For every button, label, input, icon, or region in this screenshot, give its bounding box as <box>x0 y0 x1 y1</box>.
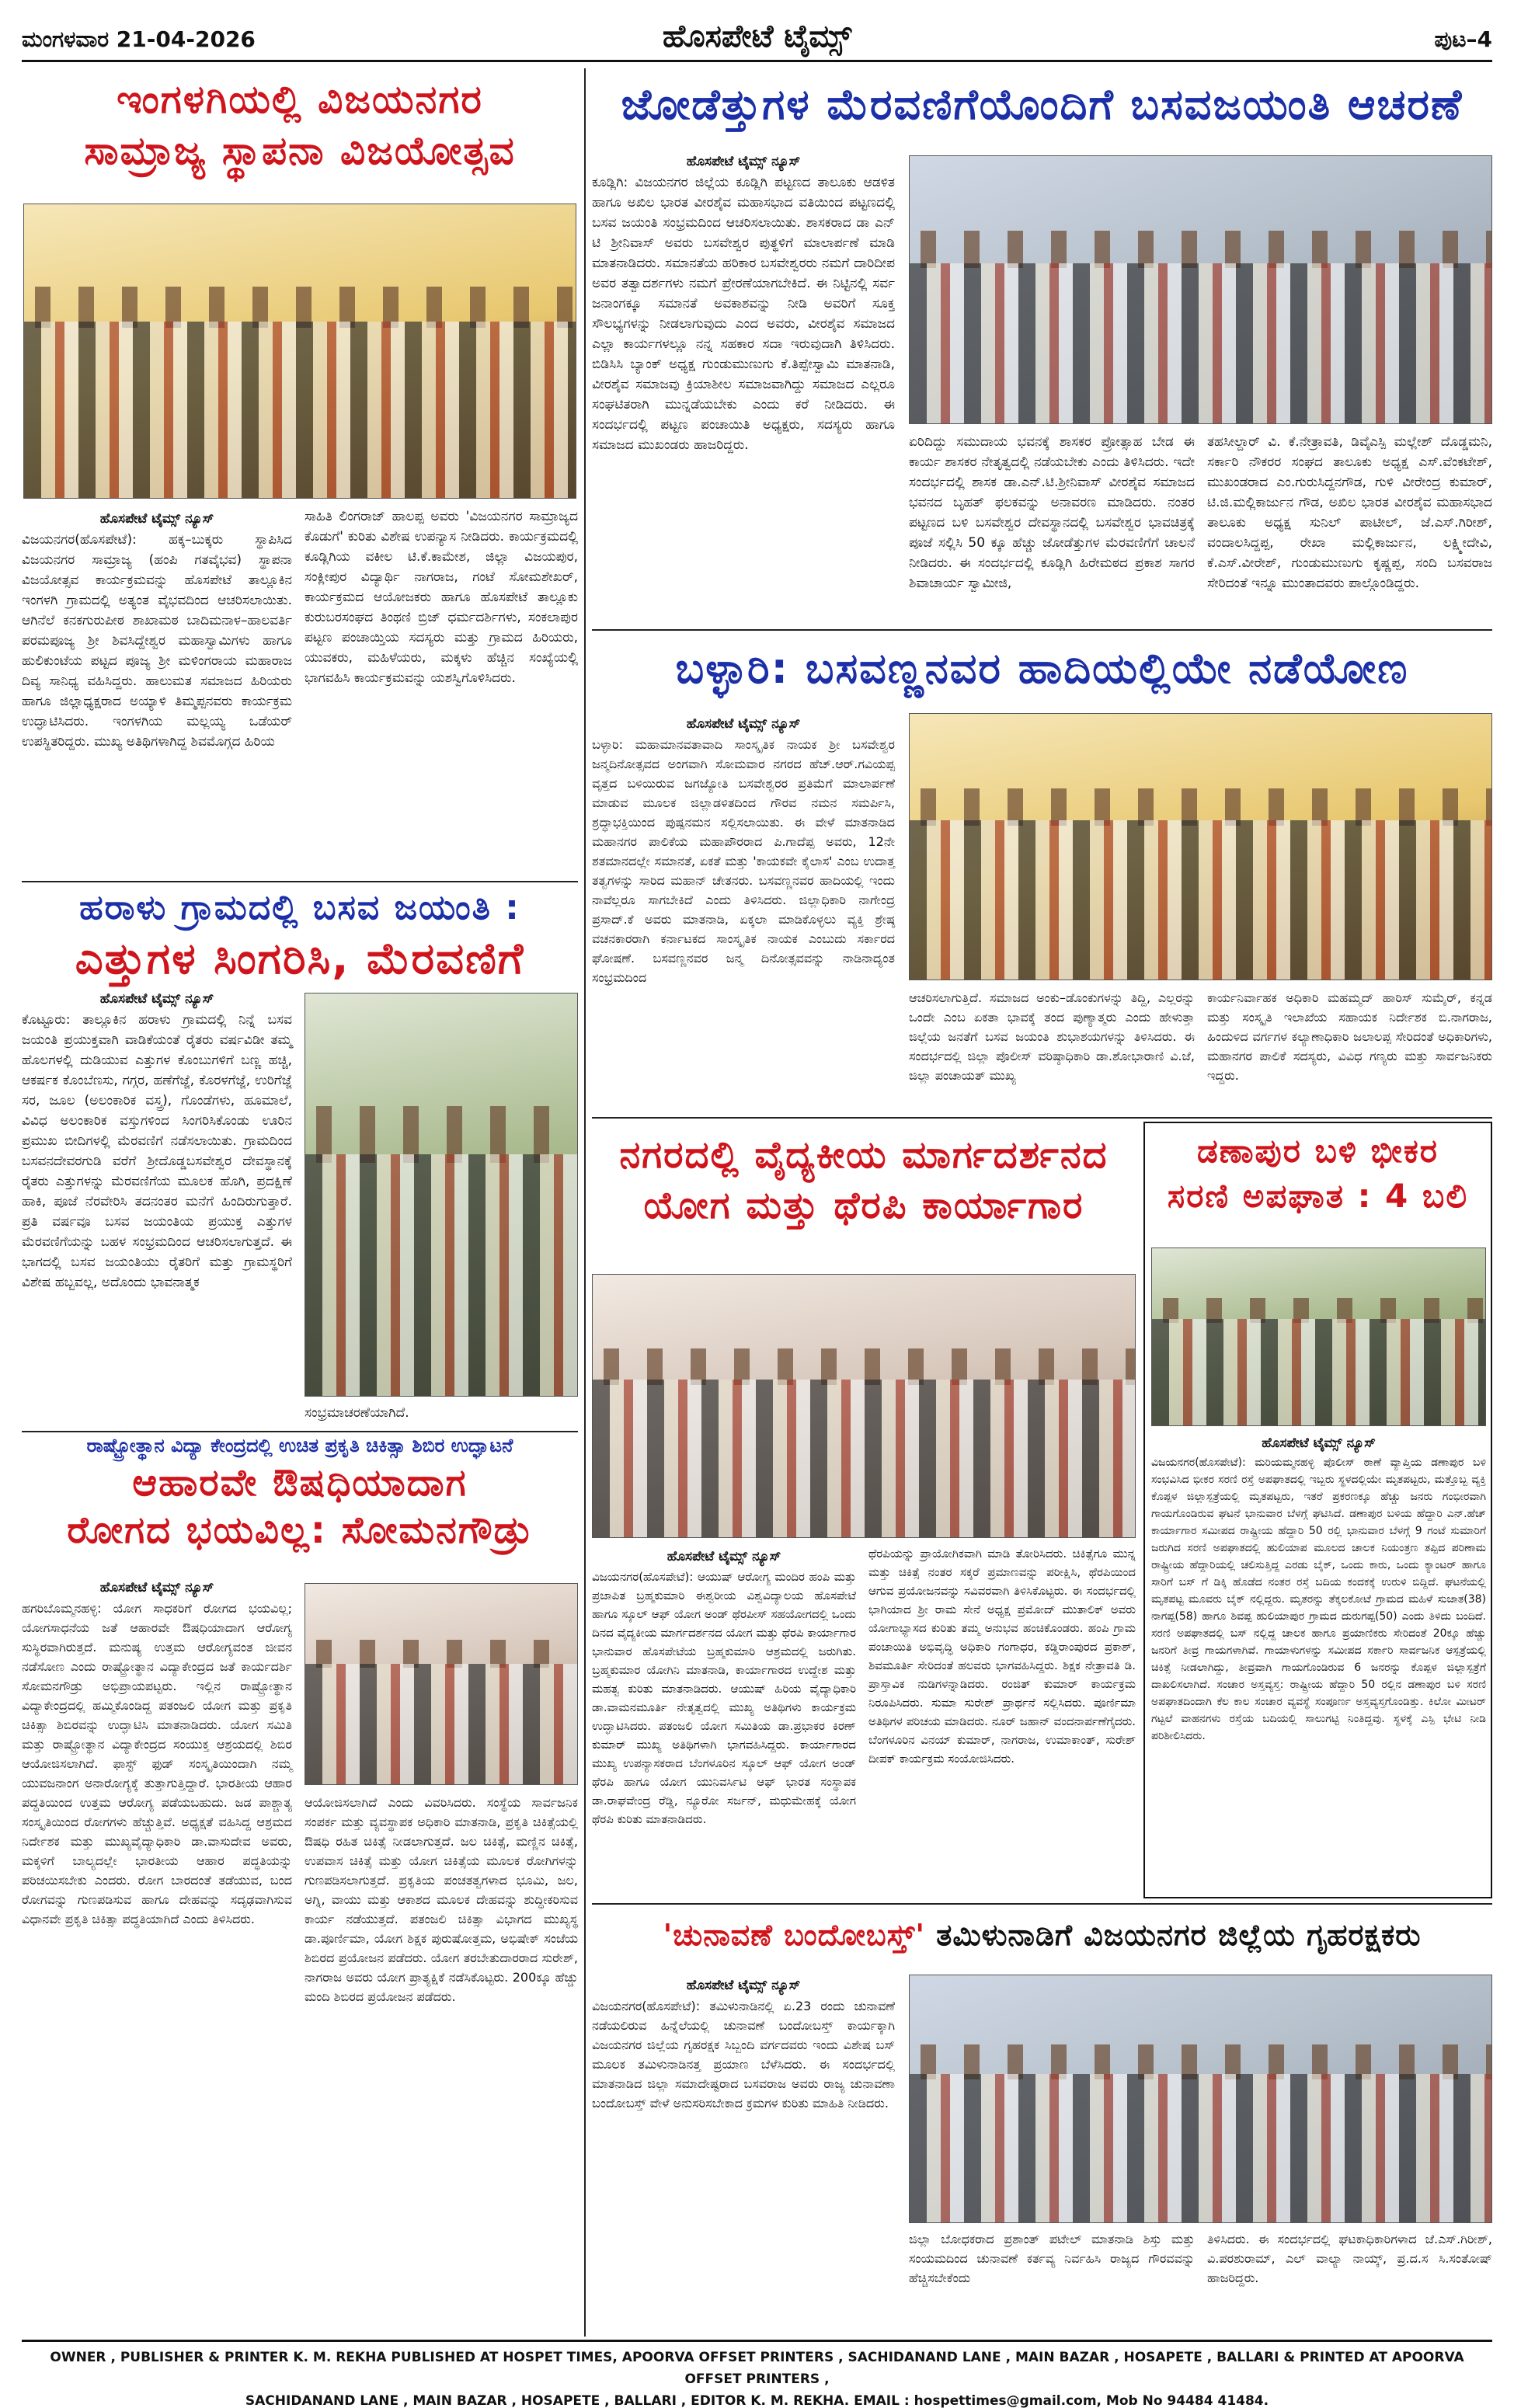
headline <box>592 1919 1492 1953</box>
kicker: ರಾಷ್ಟ್ರೋತ್ಥಾನ ವಿದ್ಯಾ ಕೇಂದ್ರದಲ್ಲಿ ಉಚಿತ ಪ್ರಕೃತಿ ಚಿಕಿತ್ಸಾ ಶಿಬಿರ ಉದ್ಘಾಟನೆ <box>86 1435 513 1456</box>
article-body-col3: ಕಾರ್ಯನಿರ್ವಾಹಕ ಅಧಿಕಾರಿ ಮಹಮ್ಮದ್ ಹಾರಿಸ್ ಸುಮೈರ್, ಕನ್ನಡ ಮತ್ತು ಸಂಸ್ಕೃತಿ ಇಲಾಖೆಯ ಸಹಾಯಕ ನಿರ್ದೇಶಕ ಬಿ.ನಾಗರಾಜ, ಹಿಂದುಳಿದ ವರ್ಗಗಳ ಕಲ್ಯಾಣಾಧಿಕಾರಿ ಜಲಾಲಪ್ಪ ಸೇರಿದಂತೆ ಅಧಿಕಾರಿಗಳು, ಮಹಾನಗರ ಪಾಲಿಕೆ ಸದಸ್ಯರು, ವಿವಿಧ ಗಣ್ಯರು ಮತ್ತು ಸಾರ್ವಜನಿಕರು ಇದ್ದರು. <box>1207 990 1492 1083</box>
article-election-duty <box>592 1908 1492 2335</box>
imprint-footer <box>22 2340 1492 2408</box>
article-ballari <box>592 634 1492 1115</box>
masthead <box>22 16 1492 62</box>
article-body-col2: ಆಚರಿಸಲಾಗುತ್ತಿದೆ. ಸಮಾಜದ ಅಂಕು–ಡೊಂಕುಗಳನ್ನು ತಿದ್ದಿ, ಎಲ್ಲರನ್ನು ಒಂದೇ ಎಂಬ ಏಕತಾ ಭಾವಕ್ಕೆ ತಂದ ಪುಣ್ಯಾತ್ಮರು ಎಂದು ಹೇಳುತ್ತಾ ಜಿಲ್ಲೆಯ ಜನತೆಗೆ ಬಸವ ಜಯಂತಿ ಶುಭಾಶಯಗಳನ್ನು ತಿಳಿಸಿದರು. ಈ ಸಂದರ್ಭದಲ್ಲಿ ಜಿಲ್ಲಾ ಪೊಲೀಸ್ ವರಿಷ್ಠಾಧಿಕಾರಿ ಡಾ.ಶೋಭಾರಾಣಿ ವಿ.ಜೆ, ಜಿಲ್ಲಾ ಪಂಚಾಯತ್ ಮುಖ್ಯ <box>909 990 1195 1083</box>
headline-line-1: ಹರಾಳು ಗ್ರಾಮದಲ್ಲಿ ಬಸವ ಜಯಂತಿ : <box>79 888 520 927</box>
imprint-line-1: OWNER , PUBLISHER & PRINTER K. M. REKHA PUBLISHED AT HOSPET TIMES, APOORVA OFFSET PRINTERS , SACHIDANAND LANE , MAIN BAZAR , HOSAPETE , BALLARI & PRINTED AT APOORVA OFFSET PRINTERS , <box>50 2350 1464 2387</box>
issue-date: ಮಂಗಳವಾರ 21-04-2026 <box>22 26 256 52</box>
article-haralu <box>22 886 578 1429</box>
article-body-col2: ಸಂಭ್ರಮಾಚರಣೆಯಾಗಿದೆ. <box>305 1405 409 1421</box>
photo-ceremony <box>23 204 576 499</box>
article-body-col1: ಕೊಟ್ಟೂರು: ತಾಲ್ಲೂಕಿನ ಹರಾಳು ಗ್ರಾಮದಲ್ಲಿ ನಿನ್ನೆ ಬಸವ ಜಯಂತಿ ಪ್ರಯುಕ್ತವಾಗಿ ವಾಡಿಕೆಯಂತೆ ರೈತರು ವರ್ಷವಿಡೀ ತಮ್ಮ ಹೊಲಗಳಲ್ಲಿ ದುಡಿಯುವ ಎತ್ತುಗಳ ಕೊಂಬುಗಳಿಗೆ ಬಣ್ಣ ಹಚ್ಚಿ, ಆಕರ್ಷಕ ಕೊಂಬೆಣಸು, ಗಗ್ಗರ, ಹಣೆಗೆಜ್ಜೆ, ಕೊರಳಗೆಜ್ಜೆ, ಉರಿಗೆಜ್ಜೆ ಸರ, ಜೂಲ (ಅಲಂಕಾರಿಕ ವಸ್ತ್ರ), ಗೊಂಡೆಗಳು, ಹೂಮಾಲೆ, ವಿವಿಧ ಅಲಂಕಾರಿಕ ವಸ್ತುಗಳಿಂದ ಸಿಂಗರಿಸಿಕೊಂಡು ಊರಿನ ಪ್ರಮುಖ ಬೀದಿಗಳಲ್ಲಿ ಮೆರವಣಿಗೆ ನಡೆಸಲಾಯಿತು. ಗ್ರಾಮದಿಂದ ಬಸವನದೇವರಗುಡಿ ವರೆಗೆ ಶ್ರೀದೊಡ್ಡಬಸವೇಶ್ವರ ದೇವಸ್ಥಾನಕ್ಕೆ ರೈತರು ಎತ್ತುಗಳನ್ನು ಮೆರವಣಿಗೆಯ ಮೂಲಕ ಹೊಗಿ, ಪ್ರದಕ್ಷಿಣೆ ಹಾಕಿ, ಪೂಜೆ ನೆರವೇರಿಸಿ ತದನಂತರ ಮನೆಗೆ ಹಿಂದಿರುಗುತ್ತಾರೆ. ಪ್ರತಿ ವರ್ಷವೂ ಬಸವ ಜಯಂತಿಯ ಪ್ರಯುಕ್ತ ಎತ್ತುಗಳ ಮೆರವಣಿಗೆಯನ್ನು ಬಹಳ ಸಂಭ್ರಮದಿಂದ ಆಚರಿಸಲಾಗುತ್ತದೆ. ಈ ಭಾಗದಲ್ಲಿ ಬಸವ ಜಯಂತಿಯು ರೈತರಿಗೆ ಮತ್ತು ಗ್ರಾಮಸ್ಥರಿಗೆ ವಿಶೇಷ ಹಬ್ಬವಲ್ಲ, ಅದೊಂದು ಭಾವನಾತ್ಮಕ <box>22 1012 292 1290</box>
headline-line-2: ಎತ್ತುಗಳ ಸಿಂಗರಿಸಿ, ಮೆರವಣಿಗೆ <box>75 933 525 984</box>
article-body-col1: ವಿಜಯನಗರ(ಹೊಸಪೇಟೆ): ತಮಿಳುನಾಡಿನಲ್ಲಿ ಏ.23 ರಂದು ಚುನಾವಣೆ ನಡೆಯಲಿರುವ ಹಿನ್ನೆಲೆಯಲ್ಲಿ ಚುನಾವಣೆ ಬಂದೋಬಸ್ತ್ ಕಾರ್ಯಕ್ಕಾಗಿ ವಿಜಯನಗರ ಜಿಲ್ಲೆಯ ಗೃಹರಕ್ಷಕ ಸಿಬ್ಬಂದಿ ವರ್ಗದವರು ಇಂದು ವಿಶೇಷ ಬಸ್ ಮೂಲಕ ತಮಿಳುನಾಡಿನತ್ತ ಪ್ರಯಾಣ ಬೆಳೆಸಿದರು. ಈ ಸಂದರ್ಭದಲ್ಲಿ ಮಾತನಾಡಿದ ಜಿಲ್ಲಾ ಸಮಾದೇಷ್ಟರಾದ ಬಸವರಾಜ ಅವರು ರಾಜ್ಯ ಚುನಾವಣಾ ಬಂದೋಬಸ್ತ್ ವೇಳೆ ಅನುಸರಿಸಬೇಕಾದ ಕ್ರಮಗಳ ಕುರಿತು ಮಾಹಿತಿ ನೀಡಿದರು. <box>592 1999 895 2110</box>
page-number: ಪುಟ–4 <box>1434 26 1492 52</box>
photo-yoga-inauguration <box>592 1274 1136 1538</box>
article-body-col2: ಏರಿದಿದ್ದು ಸಮುದಾಯ ಭವನಕ್ಕೆ ಶಾಸಕರ ಪ್ರೋತ್ಸಾಹ ಬೇಡ ಈ ಕಾರ್ಯ ಶಾಸಕರ ನೇತೃತ್ವದಲ್ಲಿ ನಡೆಯಬೇಕು ಎಂದು ತಿಳಿಸಿದರು. ಇದೇ ಸಂದರ್ಭದಲ್ಲಿ ಶಾಸಕ ಡಾ.ಎನ್.ಟಿ.ಶ್ರೀನಿವಾಸ್ ವೀರಶೈವ ಸಮಾಜದ ಭವನದ ಬೃಹತ್ ಫಲಕವನ್ನು ಅನಾವರಣ ಮಾಡಿದರು. ನಂತರ ಪಟ್ಟಣದ ಬಳಿ ಬಸವೇಶ್ವರ ದೇವಸ್ಥಾನದಲ್ಲಿ ಬಸವೇಶ್ವರ ಭಾವಚಿತ್ರಕ್ಕೆ ಪೂಜೆ ಸಲ್ಲಿಸಿ 50 ಕ್ಕೂ ಹೆಚ್ಚು ಜೋಡೆತ್ತುಗಳ ಮೆರವಣಿಗೆಗೆ ಚಾಲನೆ ನೀಡಿದರು. ಈ ಸಂದರ್ಭದಲ್ಲಿ ಕೂಡ್ಲಿಗಿ ಹಿರೇಮಠದ ಪ್ರಕಾಶ ಸಾಗರ ಶಿವಾಚಾರ್ಯ ಸ್ವಾಮೀಜಿ, <box>909 434 1195 591</box>
byline: ಹೊಸಪೇಟೆ ಟೈಮ್ಸ್ ನ್ಯೂಸ್ <box>99 991 214 1007</box>
article-body-col1: ಕೂಡ್ಲಿಗಿ: ವಿಜಯನಗರ ಜಿಲ್ಲೆಯ ಕೂಡ್ಲಿಗಿ ಪಟ್ಟಣದ ತಾಲೂಕು ಆಡಳಿತ ಹಾಗೂ ಅಖಿಲ ಭಾರತ ವೀರಶೈವ ಮಹಾಸಭಾದ ವತಿಯಿಂದ ಪಟ್ಟಣದಲ್ಲಿ ಬಸವ ಜಯಂತಿ ಸಂಭ್ರಮದಿಂದ ಆಚರಿಸಲಾಯಿತು. ಶಾಸಕರಾದ ಡಾ ಎನ್ ಟಿ ಶ್ರೀನಿವಾಸ್ ಅವರು ಬಸವೇಶ್ವರ ಪುತ್ಥಳಿಗೆ ಮಾಲಾರ್ಪಣೆ ಮಾಡಿ ಮಾತನಾಡಿದರು. ಸಮಾನತೆಯ ಹರಿಕಾರ ಬಸವೇಶ್ವರರು ನಮಗೆ ದಾರಿದೀಪ ಅವರ ತತ್ವಾದರ್ಶಗಳು ನಮಗೆ ಪ್ರೇರಣೆಯಾಗಬೇಕಿದೆ. ಈ ನಿಟ್ಟಿನಲ್ಲಿ ಸರ್ವ ಜನಾಂಗಕ್ಕೂ ಸಮಾನತೆ ಅವಕಾಶವನ್ನು ನೀಡಿ ಅವರಿಗೆ ಸೂಕ್ತ ಸೌಲಭ್ಯಗಳನ್ನು ನೀಡಲಾಗುವುದು ಎಂದ ಅವರು, ವೀರಶೈವ ಸಮಾಜದ ಎಲ್ಲಾ ಕಾರ್ಯಗಳಲ್ಲೂ ನನ್ನ ಸಹಕಾರ ಸದಾ ಇರುವುದಾಗಿ ತಿಳಿಸಿದರು. ಬಿಡಿಸಿಸಿ ಬ್ಯಾಂಕ್ ಅಧ್ಯಕ್ಷ ಗುಂಡುಮುಣುಗು ಕೆ.ತಿಪ್ಪೇಸ್ವಾಮಿ ಮಾತನಾಡಿ, ವೀರಶೈವ ಸಮಾಜವು ಕ್ರಿಯಾಶೀಲ ಸಮಾಜವಾಗಿದ್ದು ಸಮಾಜದ ಎಲ್ಲರೂ ಸಂಘಟಿತರಾಗಿ ಮುನ್ನಡೆಯಬೇಕು ಎಂದು ಕರೆ ನೀಡಿದರು. ಈ ಸಂದರ್ಭದಲ್ಲಿ ಪಟ್ಟಣ ಪಂಚಾಯಿತಿ ಅಧ್ಯಕ್ಷರು, ಸದಸ್ಯರು ಹಾಗೂ ಸಮಾಜದ ಮುಖಂಡರು ಹಾಜರಿದ್ದರು. <box>592 175 895 453</box>
article-accident <box>1143 1122 1492 1898</box>
article-body-col1: ಹಗರಿಬೊಮ್ಮನಹಳ್ಳಿ: ಯೋಗ ಸಾಧಕರಿಗೆ ರೋಗದ ಭಯವಿಲ್ಲ; ಯೋಗಸಾಧನೆಯ ಜತೆ ಆಹಾರವೇ ಔಷಧಿಯಾದಾಗ ಆರೋಗ್ಯ ಸುಸ್ಥಿರವಾಗಿರುತ್ತದೆ. ಮನುಷ್ಯ ಉತ್ತಮ ಆರೋಗ್ಯವಂತ ಜೀವನ ನಡೆಸೋಣ ಎಂದು ರಾಷ್ಟ್ರೋತ್ಥಾನ ವಿದ್ಯಾಕೇಂದ್ರದ ಜತೆ ಕಾರ್ಯದರ್ಶಿ ಸೋಮನಗೌಡ್ರು ಅಭಿಪ್ರಾಯಪಟ್ಟರು. ಇಲ್ಲಿನ ರಾಷ್ಟ್ರೋತ್ಥಾನ ವಿದ್ಯಾಕೇಂದ್ರದಲ್ಲಿ ಹಮ್ಮಿಕೊಂಡಿದ್ದ ಪತಂಜಲಿ ಯೋಗ ಮತ್ತು ಪ್ರಕೃತಿ ಚಿಕಿತ್ಸಾ ಶಿಬಿರವನ್ನು ಉದ್ಘಾಟಿಸಿ ಮಾತನಾಡಿದರು. ಯೋಗ ಸಮಿತಿ ಮತ್ತು ರಾಷ್ಟ್ರೋತ್ಥಾನ ವಿದ್ಯಾಕೇಂದ್ರದ ಸಂಯುಕ್ತ ಆಶ್ರಯದಲ್ಲಿ ಶಿಬಿರ ಆಯೋಜಿಸಲಾಗಿದೆ. ಫಾಸ್ಟ್ ಫುಡ್ ಸಂಸ್ಕೃತಿಯಿಂದಾಗಿ ನಮ್ಮ ಯುವಜನಾಂಗ ಅನಾರೋಗ್ಯಕ್ಕೆ ತುತ್ತಾಗುತ್ತಿದ್ದಾರೆ. ಭಾರತೀಯ ಆಹಾರ ಪದ್ಧತಿಯಿಂದ ಉತ್ತಮ ಆರೋಗ್ಯ ಪಡೆಯಬಹುದು. ಜಡ ಪಾಶ್ಚಾತ್ಯ ಸಂಸ್ಕೃತಿಯಿಂದ ರೋಗಗಳು ಹೆಚ್ಚುತ್ತಿವೆ. ಅಧ್ಯಕ್ಷತೆ ವಹಿಸಿದ್ದ ಆಶ್ರಮದ ನಿರ್ದೇಶಕ ಮತ್ತು ಮುಖ್ಯವೈದ್ಯಾಧಿಕಾರಿ ಡಾ.ವಾಸುದೇವ ಅವರು, ಮಕ್ಕಳಿಗೆ ಬಾಲ್ಯದಲ್ಲೇ ಭಾರತೀಯ ಆಹಾರ ಪದ್ಧತಿಯನ್ನು ಪರಿಚಯಿಸಬೇಕು ಎಂದರು. ರೋಗ ಬಾರದಂತೆ ತಡೆಯುವ, ಬಂದ ರೋಗವನ್ನು ಗುಣಪಡಿಸುವ ಹಾಗೂ ದೇಹವನ್ನು ಸದೃಢವಾಗಿಸುವ ವಿಧಾನವೇ ಪ್ರಕೃತಿ ಚಿಕಿತ್ಸಾ ಪದ್ಧತಿಯಾಗಿದೆ ಎಂದು ತಿಳಿಸಿದರು. <box>22 1601 292 1926</box>
article-body-col1: ವಿಜಯನಗರ(ಹೊಸಪೇಟೆ): ಹಕ್ಕ–ಬುಕ್ಕರು ಸ್ಥಾಪಿಸಿದ ವಿಜಯನಗರ ಸಾಮ್ರಾಜ್ಯ (ಹಂಪಿ ಗತವೈಭವ) ಸ್ಥಾಪನಾ ವಿಜಯೋತ್ಸವ ಕಾರ್ಯಕ್ರಮವನ್ನು ಹೊಸಪೇಟೆ ತಾಲ್ಲೂಕಿನ ಇಂಗಳಗಿ ಗ್ರಾಮದಲ್ಲಿ ಅತ್ಯಂತ ವೈಭವದಿಂದ ಆಚರಿಸಲಾಯಿತು. ಆಗಿನೆಲೆ ಕನಕಗುರುಪೀಠ ಶಾಖಾಮಠ ಬಾದಿಮನಾಳ–ಹಾಲವರ್ತಿ ಪರಮಪೂಜ್ಯ ಶ್ರೀ ಶಿವಸಿದ್ದೇಶ್ವರ ಮಹಾಸ್ವಾಮಿಗಳು ಹಾಗೂ ಹುಲಿಕುಂಟೆಯ ಪಟ್ಟದ ಪೂಜ್ಯ ಶ್ರೀ ಮಳಿಂಗರಾಯ ಮಹಾರಾಜ ದಿವ್ಯ ಸಾನಿಧ್ಯ ವಹಿಸಿದ್ದರು. ಹಾಲುಮತ ಸಮಾಜದ ಹಿರಿಯರು ಹಾಗೂ ಜಿಲ್ಲಾಧ್ಯಕ್ಷರಾದ ಅಯ್ಯಾಳಿ ತಿಮ್ಮಪ್ಪನವರು ಕಾರ್ಯಕ್ರಮ ಉದ್ಘಾಟಿಸಿದರು. ಇಂಗಳಗಿಯ ಮಲ್ಲಯ್ಯ ಒಡೆಯರ್ ಉಪಸ್ಥಿತರಿದ್ದರು. ಮುಖ್ಯ ಅತಿಥಿಗಳಾಗಿದ್ದ ಶಿವಮೊಗ್ಗದ ಹಿರಿಯ <box>22 532 292 750</box>
headline-part-1: 'ಚುನಾವಣೆ ಬಂದೋಬಸ್ತ್' <box>663 1918 925 1952</box>
photo-home-guards <box>909 1975 1492 2223</box>
article-body-col2: ಥೆರಪಿಯನ್ನು ಪ್ರಾಯೋಗಿಕವಾಗಿ ಮಾಡಿ ತೋರಿಸಿದರು. ಚಿಕಿತ್ಸೆಗೂ ಮುನ್ನ ಮತ್ತು ಚಿಕಿತ್ಸೆ ನಂತರ ಸಕ್ಕರೆ ಪ್ರಮಾಣವನ್ನು ಪರೀಕ್ಷಿಸಿ, ಥೆರಪಿಯಿಂದ ಆಗುವ ಪ್ರಯೋಜನವನ್ನು ಸವಿವರವಾಗಿ ತಿಳಿಸಿಕೊಟ್ಟರು. ಈ ಸಂದರ್ಭದಲ್ಲಿ ಭಾಗಿಯಾದ ಶ್ರೀ ರಾಮ ಸೇನೆ ಅಧ್ಯಕ್ಷ ಪ್ರಮೋದ್ ಮುತಾಲಿಕ್ ಅವರು ಯೋಗಾಭ್ಯಾಸದ ಕುರಿತು ತಮ್ಮ ಅನುಭವ ಹಂಚಿಕೊಂಡರು. ಹಂಪಿ ಗ್ರಾಮ ಪಂಚಾಯಿತಿ ಅಭಿವೃದ್ಧಿ ಅಧಿಕಾರಿ ಗಂಗಾಧರ, ಕಡ್ಡಿರಾಂಪುರದ ಪ್ರಕಾಶ್, ಶಿವಮೂರ್ತಿ ಸೇರಿದಂತೆ ಹಲವರು ಭಾಗವಹಿಸಿದ್ದರು. ಶಿಕ್ಷಕ ನೇತ್ರಾವತಿ ಡಿ. ಪ್ರಾಸ್ತಾವಿಕ ನುಡಿಗಳನ್ನಾಡಿದರು. ರಂಜಿತ್ ಕುಮಾರ್ ಕಾರ್ಯಕ್ರಮ ನಿರೂಪಿಸಿದರು. ಸುಮಾ ಸುರೇಶ್ ಪ್ರಾರ್ಥನೆ ಸಲ್ಲಿಸಿದರು. ಪೂರ್ಣಿಮಾ ಅತಿಥಿಗಳ ಪರಿಚಯ ಮಾಡಿದರು. ನೂರ್ ಜಹಾನ್ ವಂದನಾರ್ಪಣೆಗೈದರು. ಬೆಂಗಳೂರಿನ ವಿನಯ್ ಕುಮಾರ್, ನಾಗರಾಜ, ಉಮಾಕಾಂತ್, ಸುರೇಶ್ ದೀಪಕ್ ಕಾರ್ಯಕ್ರಮ ಸಂಯೋಜಿಸಿದರು. <box>868 1547 1136 1766</box>
byline: ಹೊಸಪೇಟೆ ಟೈಮ್ಸ್ ನ್ಯೂಸ್ <box>686 716 801 732</box>
headline: ಜೋಡೆತ್ತುಗಳ ಮೆರವಣಿಗೆಯೊಂದಿಗೆ ಬಸವಜಯಂತಿ ಆಚರಣೆ <box>621 80 1464 129</box>
headline-line-1: ಡಣಾಪುರ ಬಳಿ ಭೀಕರ <box>1197 1132 1439 1170</box>
section-rule <box>592 1117 1492 1119</box>
headline-part-2: ತಮಿಳುನಾಡಿಗೆ ವಿಜಯನಗರ ಜಿಲ್ಲೆಯ ಗೃಹರಕ್ಷಕರು <box>924 1918 1422 1952</box>
article-body-col1: ಬಳ್ಳಾರಿ: ಮಹಾಮಾನವತಾವಾದಿ ಸಾಂಸ್ಕೃತಿಕ ನಾಯಕ ಶ್ರೀ ಬಸವೇಶ್ವರ ಜನ್ಮದಿನೋತ್ಸವದ ಅಂಗವಾಗಿ ಸೋಮವಾರ ನಗರದ ಹೆಚ್.ಆರ್.ಗವಿಯಪ್ಪ ವೃತ್ತದ ಬಳಿಯಿರುವ ಜಗಜ್ಯೋತಿ ಬಸವೇಶ್ವರರ ಪ್ರತಿಮೆಗೆ ಮಾಲಾರ್ಪಣೆ ಮಾಡುವ ಮೂಲಕ ಜಿಲ್ಲಾಡಳಿತದಿಂದ ಗೌರವ ನಮನ ಸಮರ್ಪಿಸಿ, ಶ್ರದ್ಧಾಭಕ್ತಿಯಿಂದ ಪುಷ್ಪನಮನ ಸಲ್ಲಿಸಲಾಯಿತು. ಈ ವೇಳೆ ಮಾತನಾಡಿದ ಮಹಾನಗರ ಪಾಲಿಕೆಯ ಮಹಾಪೌರರಾದ ಪಿ.ಗಾದೆಪ್ಪ ಅವರು, 12ನೇ ಶತಮಾನದಲ್ಲೇ ಸಮಾನತೆ, ಏಕತೆ ಮತ್ತು 'ಕಾಯಕವೇ ಕೈಲಾಸ' ಎಂಬ ಉದಾತ್ತ ತತ್ವಗಳನ್ನು ಸಾರಿದ ಮಹಾನ್ ಚೇತನರು. ಬಸವಣ್ಣನವರ ಹಾದಿಯಲ್ಲಿ ಇಂದು ನಾವೆಲ್ಲರೂ ಸಾಗಬೇಕಿದೆ ಎಂದು ತಿಳಿಸಿದರು. ಜಿಲ್ಲಾಧಿಕಾರಿ ನಾಗೇಂದ್ರ ಪ್ರಸಾದ್.ಕೆ ಅವರು ಮಾತನಾಡಿ, ಏಕ್ಕಲಾ ಮಾಡಿಕೊಳ್ಳಲು ವ್ಯಕ್ತಿ ಶ್ರೇಷ್ಠ ವಚನಕಾರರಾಗಿ ಕರ್ನಾಟಕದ ಸಾಂಸ್ಕೃತಿಕ ನಾಯಕ ಎಂಬುದು ಸರ್ಕಾರದ ಘೋಷಣೆ. ಬಸವಣ್ಣನವರ ಜನ್ಮ ದಿನೋತ್ಸವವನ್ನು ನಾಡಿನಾದ್ಯಂತ ಸಂಭ್ರಮದಿಂದ <box>592 737 895 985</box>
headline-line-2: ರೋಗದ ಭಯವಿಲ್ಲ: ಸೋಮನಗೌಡ್ರು <box>67 1508 533 1552</box>
byline: ಹೊಸಪೇಟೆ ಟೈಮ್ಸ್ ನ್ಯೂಸ್ <box>1262 1435 1376 1451</box>
article-body-col2: ಆಯೋಜಿಸಲಾಗಿದೆ ಎಂದು ವಿವರಿಸಿದರು. ಸಂಸ್ಥೆಯ ಸಾರ್ವಜನಿಕ ಸಂಪರ್ಕ ಮತ್ತು ವ್ಯವಸ್ಥಾಪಕ ಅಧಿಕಾರಿ ಮಾತನಾಡಿ, ಪ್ರಕೃತಿ ಚಿಕಿತ್ಸೆಯಲ್ಲಿ ಔಷಧಿ ರಹಿತ ಚಿಕಿತ್ಸೆ ನೀಡಲಾಗುತ್ತದೆ. ಜಲ ಚಿಕಿತ್ಸೆ, ಮಣ್ಣಿನ ಚಿಕಿತ್ಸೆ, ಉಪವಾಸ ಚಿಕಿತ್ಸೆ ಮತ್ತು ಯೋಗ ಚಿಕಿತ್ಸೆಯ ಮೂಲಕ ರೋಗಿಗಳನ್ನು ಗುಣಪಡಿಸಲಾಗುತ್ತದೆ. ಪ್ರಕೃತಿಯ ಪಂಚತತ್ವಗಳಾದ ಭೂಮಿ, ಜಲ, ಅಗ್ನಿ, ವಾಯು ಮತ್ತು ಆಕಾಶದ ಮೂಲಕ ದೇಹವನ್ನು ಶುದ್ಧೀಕರಿಸುವ ಕಾರ್ಯ ನಡೆಯುತ್ತದೆ. ಪತಂಜಲಿ ಚಿಕಿತ್ಸಾ ವಿಭಾಗದ ಮುಖ್ಯಸ್ಥ ಡಾ.ಪೂರ್ಣಿಮಾ, ಯೋಗ ಶಿಕ್ಷಕ ಪುರುಷೋತ್ತಮ, ಅಭಿಷೇಕ್ ಸಂಜೆಯ ಶಿಬಿರದ ಪ್ರಯೋಜನ ಪಡೆದರು. ಯೋಗ ತರಬೇತುದಾರರಾದ ಸುರೇಶ್, ನಾಗರಾಜ ಅವರು ಯೋಗ ಪ್ರಾತ್ಯಕ್ಷಿಕೆ ನಡೆಸಿಕೊಟ್ಟರು. 200ಕ್ಕೂ ಹೆಚ್ಚು ಮಂದಿ ಶಿಬಿರದ ಪ್ರಯೋಜನ ಪಡೆದರು. <box>305 1795 578 2004</box>
headline-line-2: ಸರಣಿ ಅಪಘಾತ : 4 ಬಲಿ <box>1167 1177 1469 1216</box>
headline-line-2: ಸಾಮ್ರಾಜ್ಯ ಸ್ಥಾಪನಾ ವಿಜಯೋತ್ಸವ <box>84 127 516 173</box>
section-rule <box>22 1431 578 1432</box>
photo-decorated-bulls <box>305 993 578 1397</box>
headline-line-2: ಯೋಗ ಮತ್ತು ಥೆರಪಿ ಕಾರ್ಯಾಗಾರ <box>643 1184 1084 1228</box>
article-body-col2: ಸಾಹಿತಿ ಲಿಂಗರಾಜ್ ಹಾಲಪ್ಪ ಅವರು 'ವಿಜಯನಗರ ಸಾಮ್ರಾಜ್ಯದ ಕೊಡುಗೆ' ಕುರಿತು ವಿಶೇಷ ಉಪನ್ಯಾಸ ನೀಡಿದರು. ಕಾರ್ಯಕ್ರಮದಲ್ಲಿ ಕೂಡ್ಲಿಗಿಯ ವಕೀಲ ಟಿ.ಕೆ.ಕಾಮೇಶ, ಜಿಲ್ಲಾ ವಿಜಯಪುರ, ಸಂಕ್ಲೀಪುರ ವಿದ್ಯಾರ್ಥಿ ನಾಗರಾಜ, ಗಂಟೆ ಸೋಮಶೇಖರ್, ಕಾರ್ಯಕ್ರಮದ ಆಯೋಜಕರು ಹಾಗೂ ಹೊಸಪೇಟೆ ತಾಲ್ಲೂಕು ಕುರುಬರಸಂಘದ ತಿಂಥಣಿ ಬ್ರಿಜ್ ಧರ್ಮದರ್ಶಿಗಳು, ಸಂಕಲಾಪುರ ಪಟ್ಟಣ ಪಂಚಾಯ್ತಿಯ ಸದಸ್ಯರು ಮತ್ತು ಗ್ರಾಮದ ಹಿರಿಯರು, ಯುವಕರು, ಮಹಿಳೆಯರು, ಮಕ್ಕಳು ಹೆಚ್ಚಿನ ಸಂಖ್ಯೆಯಲ್ಲಿ ಭಾಗವಹಿಸಿ ಕಾರ್ಯಕ್ರಮವನ್ನು ಯಶಸ್ವಿಗೊಳಿಸಿದರು. <box>305 509 578 686</box>
article-kudligi <box>592 71 1492 628</box>
article-ingalagi <box>22 71 578 879</box>
imprint-line-2: SACHIDANAND LANE , MAIN BAZAR , HOSAPETE , BALLARI , EDITOR K. M. REKHA. EMAIL : hospettimes@gmail.com, Mob No 94484 41484. <box>245 2393 1269 2408</box>
headline: ಬಳ್ಳಾರಿ: ಬಸವಣ್ಣನವರ ಹಾದಿಯಲ್ಲಿಯೇ ನಡೆಯೋಣ <box>675 644 1409 693</box>
section-rule <box>592 1903 1492 1905</box>
byline: ಹೊಸಪೇಟೆ ಟೈಮ್ಸ್ ನ್ಯೂಸ್ <box>99 1580 214 1595</box>
article-body-col2: ಜಿಲ್ಲಾ ಬೋಧಕರಾದ ಪ್ರಶಾಂತ್ ಪಟೇಲ್ ಮಾತನಾಡಿ ಶಿಸ್ತು ಮತ್ತು ಸಂಯಮದಿಂದ ಚುನಾವಣೆ ಕರ್ತವ್ಯ ನಿರ್ವಹಿಸಿ ರಾಜ್ಯದ ಗೌರವವನ್ನು ಹೆಚ್ಚಿಸಬೇಕೆಂದು <box>909 2232 1195 2285</box>
article-body-col3: ತಹಸೀಲ್ದಾರ್ ವಿ. ಕೆ.ನೇತ್ರಾವತಿ, ಡಿವೈಎಸ್ಪಿ ಮಲ್ಲೇಶ್ ದೊಡ್ಡಮನಿ, ಸರ್ಕಾರಿ ನೌಕರರ ಸಂಘದ ತಾಲೂಕು ಅಧ್ಯಕ್ಷ ಎಸ್.ವೆಂಕಟೇಶ್, ಮುಖಂಡರಾದ ಎಂ.ಗುರುಸಿದ್ದನಗೌಡ, ಗುಳಿ ವೀರೇಂದ್ರ ಕುಮಾರ್, ಟಿ.ಜಿ.ಮಲ್ಲಿಕಾರ್ಜುನ ಗೌಡ, ಅಖಿಲ ಭಾರತ ವೀರಶೈವ ಮಹಾಸಭಾದ ತಾಲೂಕು ಅಧ್ಯಕ್ಷ ಸುನಿಲ್ ಪಾಟೀಲ್, ಜೆ.ಎಸ್.ಗಿರೀಶ್, ವಂದಾಲಸಿದ್ದಪ್ಪ, ರೇಖಾ ಮಲ್ಲಿಕಾರ್ಜುನ, ಲಕ್ಷ್ಮೀದೇವಿ, ಕೆ.ಎಸ್.ವೀರೇಶ್, ಗುಂಡುಮುಣುಗು ಕೃಷ್ಣಪ್ಪ, ಸಂದಿ ಬಸವರಾಜ ಸೇರಿದಂತೆ ಇನ್ನೂ ಮುಂತಾದವರು ಪಾಲ್ಗೊಂಡಿದ್ದರು. <box>1207 434 1492 591</box>
headline-line-1: ಆಹಾರವೇ ಔಷಧಿಯಾದಾಗ <box>132 1460 468 1505</box>
article-body-col3: ತಿಳಿಸಿದರು. ಈ ಸಂದರ್ಭದಲ್ಲಿ ಘಟಕಾಧಿಕಾರಿಗಳಾದ ಜೆ.ಎಸ್.ಗಿರೀಶ್, ವಿ.ಪರಶುರಾಮ್, ಎಲ್ ವಾಲ್ಯಾ ನಾಯ್ಕ್, ಪ್ರ.ದ.ಸ ಸಿ.ಸಂತೋಷ್ ಹಾಜರಿದ್ದರು. <box>1207 2232 1492 2285</box>
headline-line-1: ಇಂಗಳಗಿಯಲ್ಲಿ ವಿಜಯನಗರ <box>117 77 483 122</box>
photo-statue-tribute <box>909 713 1492 980</box>
byline: ಹೊಸಪೇಟೆ ಟೈಮ್ಸ್ ನ್ಯೂಸ್ <box>686 1978 801 1993</box>
article-nature-cure <box>22 1435 578 2335</box>
byline: ಹೊಸಪೇಟೆ ಟೈಮ್ಸ್ ನ್ಯೂಸ್ <box>686 154 801 169</box>
byline: ಹೊಸಪೇಟೆ ಟೈಮ್ಸ್ ನ್ಯೂಸ್ <box>667 1549 781 1564</box>
newspaper-title: ಹೊಸಪೇಟೆ ಟೈಮ್ಸ್ <box>662 19 852 54</box>
section-rule <box>592 629 1492 631</box>
article-yoga-workshop <box>592 1122 1136 1898</box>
photo-accident-scene <box>1151 1247 1486 1426</box>
article-body-col1: ವಿಜಯನಗರ(ಹೊಸಪೇಟೆ): ಆಯುಷ್ ಆರೋಗ್ಯ ಮಂದಿರ ಹಂಪಿ ಮತ್ತು ಪ್ರಜಾಪಿತ ಬ್ರಹ್ಮಕುಮಾರಿ ಈಶ್ವರೀಯ ವಿಶ್ವವಿದ್ಯಾಲಯ ಹೊಸಪೇಟೆ ಹಾಗೂ ಸ್ಕೂಲ್ ಆಫ್ ಯೋಗ ಅಂಡ್ ಥೆರಪೀಸ್ ಸಹಯೋಗದಲ್ಲಿ ಒಂದು ದಿನದ ವೈದ್ಯಕೀಯ ಮಾರ್ಗದರ್ಶನದ ಯೋಗ ಮತ್ತು ಥೆರಪಿ ಕಾರ್ಯಾಗಾರ ಭಾನುವಾರ ಹೊಸಪೇಟೆಯ ಬ್ರಹ್ಮಕುಮಾರಿ ಆಶ್ರಮದಲ್ಲಿ ಜರುಗಿತು. ಬ್ರಹ್ಮಕುಮಾರ ಯೋಗಿನಿ ಮಾತನಾಡಿ, ಕಾರ್ಯಾಗಾರದ ಉದ್ದೇಶ ಮತ್ತು ಮಹತ್ವ ಕುರಿತು ಮಾತನಾಡಿದರು. ಆಯುಷ್ ಹಿರಿಯ ವೈದ್ಯಾಧಿಕಾರಿ ಡಾ.ವಾಮನಮೂರ್ತಿ ನೇತೃತ್ವದಲ್ಲಿ ಮುಖ್ಯ ಅತಿಥಿಗಳು ಕಾರ್ಯಕ್ರಮ ಉದ್ಘಾಟಿಸಿದರು. ಪತಂಜಲಿ ಯೋಗ ಸಮಿತಿಯ ಡಾ.ಪ್ರಭಾಕರ ಕಿರಣ್ ಕುಮಾರ್ ಮುಖ್ಯ ಅತಿಥಿಗಳಾಗಿ ಭಾಗವಹಿಸಿದ್ದರು. ಕಾರ್ಯಾಗಾರದ ಮುಖ್ಯ ಉಪನ್ಯಾಸಕರಾದ ಬೆಂಗಳೂರಿನ ಸ್ಕೂಲ್ ಆಫ್ ಯೋಗ ಅಂಡ್ ಥೆರಪಿ ಹಾಗೂ ಯೋಗ ಯುನಿವರ್ಸಿಟಿ ಆಫ್ ಭಾರತ ಸಂಸ್ಥಾಪಕ ಡಾ.ರಾಘವೇಂದ್ರ ರೆಡ್ಡಿ, ನ್ಯೂರೋ ಸರ್ಜನ್, ಮಧುಮೇಹಕ್ಕೆ ಯೋಗ ಥೆರಪಿ ಕುರಿತು ಮಾತನಾಡಿದರು. <box>592 1570 856 1826</box>
photo-group <box>909 155 1492 424</box>
headline-line-1: ನಗರದಲ್ಲಿ ವೈದ್ಯಕೀಯ ಮಾರ್ಗದರ್ಶನದ <box>619 1133 1109 1177</box>
article-body: ವಿಜಯನಗರ(ಹೊಸಪೇಟೆ): ಮರಿಯಮ್ಮನಹಳ್ಳಿ ಪೊಲೀಸ್ ಠಾಣೆ ವ್ಯಾಪ್ತಿಯ ಡಣಾಪುರ ಬಳಿ ಸಂಭವಿಸಿದ ಭೀಕರ ಸರಣಿ ರಸ್ತೆ ಅಪಘಾತದಲ್ಲಿ ಇಬ್ಬರು ಸ್ಥಳದಲ್ಲಿಯೇ ಮೃತಪಟ್ಟರು, ಮತ್ತೊಬ್ಬ ವ್ಯಕ್ತಿ ಕೊಪ್ಪಳ ಜಿಲ್ಲಾಸ್ಪತ್ರೆಯಲ್ಲಿ ಮೃತಪಟ್ಟರು, ಇತರೆ ಪ್ರಕರಣಕ್ಕೂ ಹೆಚ್ಚು ಜನರು ಗಂಭೀರವಾಗಿ ಗಾಯಗೊಂಡಿರುವ ಘಟನೆ ಭಾನುವಾರ ಬೆಳಗ್ಗೆ ಘಟಿಸಿದೆ. ಡಣಾಪುರ ಬಳಿಯ ಹೆದ್ದಾರಿ ಎನ್.ಹೆಚ್ ಕಾರ್ಯಾಗಾರ ಸಮೀಪದ ರಾಷ್ಟ್ರೀಯ ಹೆದ್ದಾರಿ 50 ರಲ್ಲಿ ಭಾನುವಾರ ಬೆಳಗ್ಗೆ 9 ಗಂಟೆ ಸುಮಾರಿಗೆ ಜರುಗಿದ ಸರಣಿ ಅಪಘಾತದಲ್ಲಿ ಹುಲಿಯಾಪ ಮೂಲದ ಚಾಲಕ ನಿಯಂತ್ರಣ ತಪ್ಪಿದ ಪರಿಣಾಮ ರಾಷ್ಟ್ರೀಯ ಹೆದ್ದಾರಿಯಲ್ಲಿ ಚಲಿಸುತ್ತಿದ್ದ ಎರಡು ಬೈಕ್, ಒಂದು ಕಾರು, ಒಂದು ಕ್ಯಾಂಟರ್ ಹಾಗೂ ಸಾರಿಗೆ ಬಸ್ ಗೆ ಡಿಕ್ಕಿ ಹೊಡೆದ ನಂತರ ರಸ್ತೆ ಬದಿಯ ಕಂದಕಕ್ಕೆ ಉರುಳಿ ಬಿದ್ದಿದೆ. ಘಟನೆಯಲ್ಲಿ ಮೃತಪಟ್ಟ ಮೂವರು ಬೈಕ್ ನಲ್ಲಿದ್ದರು. ಮೃತರನ್ನು ತೆಕ್ಕಲಕೋಟೆ ಗ್ರಾಮದ ಮಹಿಳೆ ಸುಜಾತ(38) ನಾಗಪ್ಪ(58) ಹಾಗೂ ಶಿವಪ್ಪ ಹುಲಿಯಾಪುರ ಗ್ರಾಮದ ದುರುಗಪ್ಪ(50) ಎಂದು ತಿಳಿದು ಬಂದಿದೆ. ಸರಣಿ ಅಪಘಾತದಲ್ಲಿ ಬಸ್ ನಲ್ಲಿದ್ದ ಚಾಲಕ ಹಾಗೂ ಪ್ರಯಾಣಿಕರು ಸೇರಿದಂತೆ 20ಕ್ಕೂ ಹೆಚ್ಚು ಜನರಿಗೆ ತೀವ್ರ ಗಾಯಗಳಾಗಿವೆ. ಗಾಯಾಳುಗಳನ್ನು ಸಮೀಪದ ಸರ್ಕಾರಿ ಸಾರ್ವಜನಿಕ ಆಸ್ಪತ್ರೆಯಲ್ಲಿ ಚಿಕಿತ್ಸೆ ನೀಡಲಾಗಿದ್ದು, ತೀವ್ರವಾಗಿ ಗಾಯಗೊಂಡಿರುವ 6 ಜನರನ್ನು ಕೊಪ್ಪಳ ಜಿಲ್ಲಾಸ್ಪತ್ರೆಗೆ ದಾಖಲಿಸಲಾಗಿದೆ. ಸಂಚಾರ ಅಸ್ತವ್ಯಸ್ತ: ರಾಷ್ಟ್ರೀಯ ಹೆದ್ದಾರಿ 50 ರಲ್ಲಿನ ಡಣಾಪುರ ಬಳಿ ಸರಣಿ ಅಪಘಾತದಿಂದಾಗಿ ಕೆಲ ಕಾಲ ಸಂಚಾರ ವ್ಯವಸ್ಥೆ ಸಂಪೂರ್ಣ ಅಸ್ತವ್ಯಸ್ತಗೊಂಡಿತ್ತು. ಕಿಲೋ ಮೀಟರ್ ಗಟ್ಟಲೆ ವಾಹನಗಳು ರಸ್ತೆಯ ಬದಿಯಲ್ಲಿ ಸಾಲುಗಟ್ಟಿ ನಿಂತಿದ್ದವು. ಸ್ಥಳಕ್ಕೆ ಎಸ್ಪಿ ಭೇಟಿ ನೀಡಿ ಪರಿಶೀಲಿಸಿದರು. <box>1151 1456 1486 1742</box>
column-rule <box>584 68 586 2337</box>
section-rule <box>22 881 578 882</box>
photo-inauguration <box>305 1583 578 1785</box>
byline: ಹೊಸಪೇಟೆ ಟೈಮ್ಸ್ ನ್ಯೂಸ್ <box>99 511 214 527</box>
